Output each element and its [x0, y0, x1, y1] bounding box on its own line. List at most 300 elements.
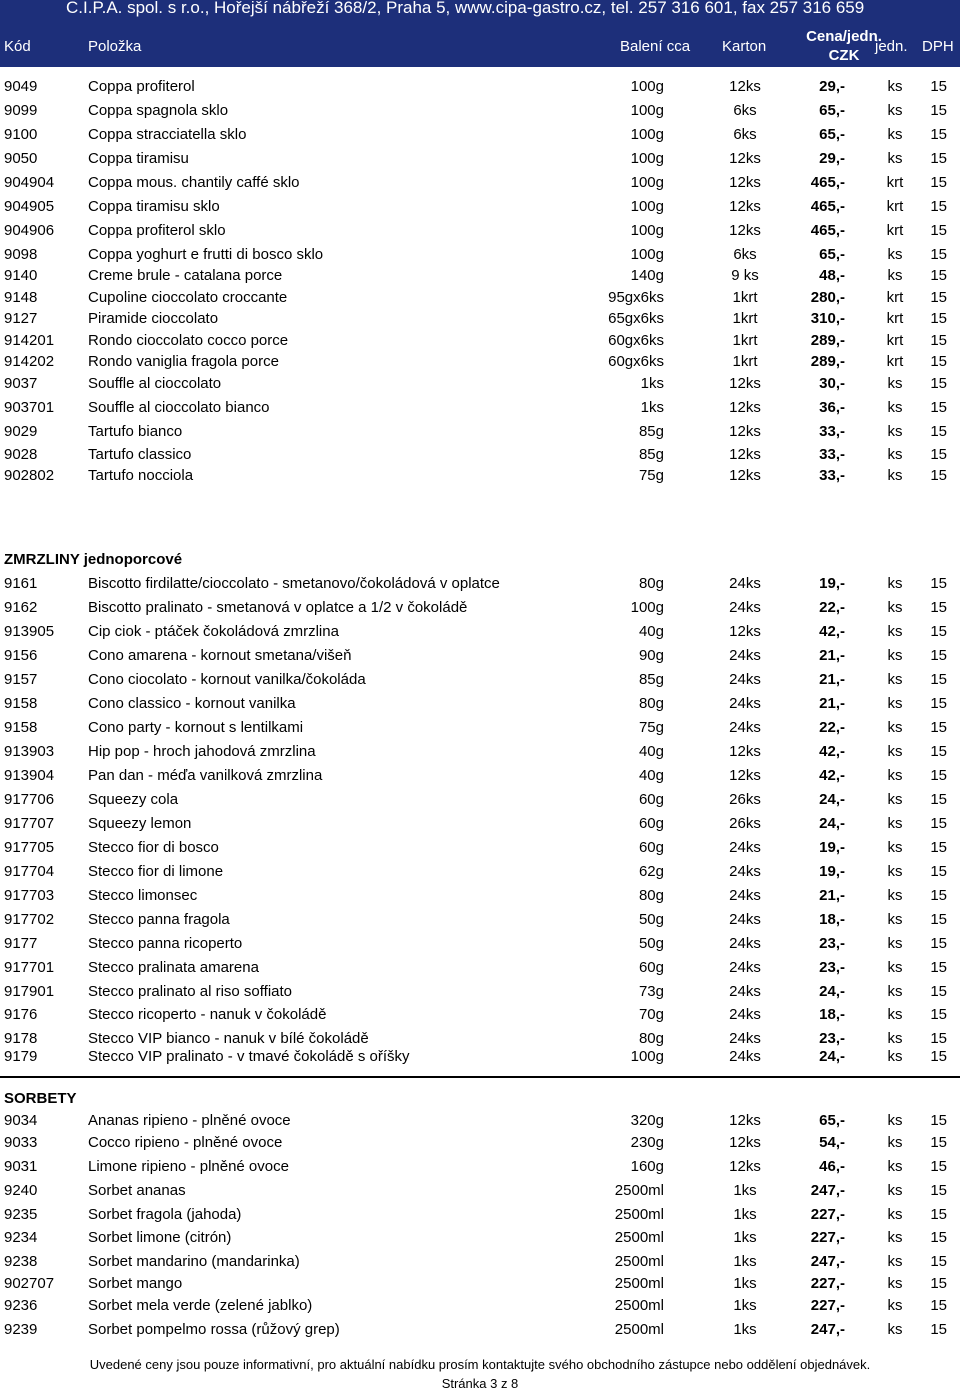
product-name: Rondo cioccolato cocco porce [88, 332, 289, 349]
product-pack: 230g [630, 1134, 664, 1151]
product-vat: 15 [930, 126, 947, 143]
product-unit: ks [887, 623, 903, 640]
table-row [0, 1275, 960, 1295]
table-row [0, 1297, 960, 1317]
product-unit: ks [887, 1006, 903, 1023]
product-name: Stecco VIP pralinato - v tmavé čokoládě s oříšky [88, 1048, 410, 1065]
table-row [0, 1048, 960, 1068]
product-vat: 15 [930, 1048, 947, 1065]
col-header-unit: jedn. [875, 38, 908, 55]
product-unit: ks [887, 446, 903, 463]
product-pack: 2500ml [614, 1182, 664, 1199]
product-price: 465,- [810, 198, 845, 215]
product-pack: 100g [630, 222, 664, 239]
product-unit: ks [887, 1134, 903, 1151]
product-code: 917703 [4, 887, 55, 904]
product-code: 913903 [4, 743, 55, 760]
product-code: 917705 [4, 839, 55, 856]
product-pack: 2500ml [614, 1297, 664, 1314]
product-price: 24,- [819, 791, 845, 808]
product-vat: 15 [930, 599, 947, 616]
product-unit: krt [886, 174, 904, 191]
product-unit: ks [887, 695, 903, 712]
product-carton: 24ks [729, 959, 761, 976]
product-unit: ks [887, 467, 903, 484]
product-pack: 2500ml [614, 1206, 664, 1223]
product-pack: 60gx6ks [608, 332, 664, 349]
product-vat: 15 [930, 863, 947, 880]
product-price: 227,- [810, 1229, 845, 1246]
col-header-carton: Karton [722, 38, 767, 55]
product-carton: 24ks [729, 647, 761, 664]
product-code: 902802 [4, 467, 55, 484]
product-code: 9236 [4, 1297, 38, 1314]
table-row [0, 695, 960, 715]
product-carton: 24ks [729, 1030, 761, 1047]
product-unit: ks [887, 399, 903, 416]
product-name: Stecco pralinato al riso soffiato [88, 983, 293, 1000]
product-code: 9162 [4, 599, 38, 616]
product-carton: 26ks [729, 791, 761, 808]
product-carton: 1ks [733, 1297, 757, 1314]
product-name: Souffle al cioccolato [88, 375, 222, 392]
product-price: 21,- [819, 671, 845, 688]
product-pack: 1ks [640, 399, 664, 416]
product-name: Cocco ripieno - plněné ovoce [88, 1134, 283, 1151]
product-unit: krt [886, 332, 904, 349]
product-carton: 12ks [729, 399, 761, 416]
product-vat: 15 [930, 353, 947, 370]
product-vat: 15 [930, 267, 947, 284]
product-name: Stecco pralinata amarena [88, 959, 259, 976]
product-carton: 24ks [729, 575, 761, 592]
product-vat: 15 [930, 102, 947, 119]
product-name: Stecco fior di limone [88, 863, 224, 880]
product-price: 24,- [819, 815, 845, 832]
product-price: 36,- [819, 399, 845, 416]
product-vat: 15 [930, 222, 947, 239]
product-carton: 12ks [729, 375, 761, 392]
product-vat: 15 [930, 310, 947, 327]
section-divider [0, 1076, 960, 1078]
table-row [0, 246, 960, 266]
product-pack: 60g [638, 815, 664, 832]
col-header-vat: DPH [922, 38, 954, 55]
product-pack: 40g [638, 623, 664, 640]
product-code: 904906 [4, 222, 55, 239]
product-pack: 75g [638, 467, 664, 484]
product-price: 42,- [819, 743, 845, 760]
product-code: 9178 [4, 1030, 38, 1047]
product-code: 9100 [4, 126, 38, 143]
product-price: 54,- [819, 1134, 845, 1151]
product-pack: 2500ml [614, 1321, 664, 1338]
product-price: 21,- [819, 647, 845, 664]
product-price: 33,- [819, 423, 845, 440]
product-carton: 12ks [729, 174, 761, 191]
product-name: Cupoline cioccolato croccante [88, 289, 288, 306]
product-pack: 100g [630, 1048, 664, 1065]
product-pack: 85g [638, 423, 664, 440]
product-vat: 15 [930, 887, 947, 904]
product-price: 21,- [819, 887, 845, 904]
product-unit: ks [887, 1206, 903, 1223]
product-pack: 100g [630, 102, 664, 119]
table-row [0, 959, 960, 979]
table-row [0, 767, 960, 787]
product-unit: ks [887, 375, 903, 392]
product-name: Sorbet fragola (jahoda) [88, 1206, 242, 1223]
product-price: 465,- [810, 174, 845, 191]
product-price: 18,- [819, 1006, 845, 1023]
product-code: 904904 [4, 174, 55, 191]
product-name: Coppa profiterol sklo [88, 222, 226, 239]
product-unit: ks [887, 743, 903, 760]
product-unit: ks [887, 839, 903, 856]
product-unit: ks [887, 1030, 903, 1047]
product-price: 46,- [819, 1158, 845, 1175]
product-price: 22,- [819, 719, 845, 736]
product-name: Coppa stracciatella sklo [88, 126, 247, 143]
col-header-pack: Balení cca [620, 38, 691, 55]
table-row [0, 887, 960, 907]
product-unit: ks [887, 935, 903, 952]
product-carton: 12ks [729, 222, 761, 239]
company-info: C.I.P.A. spol. s r.o., Hořejší nábřeží 368/2, Praha 5, www.cipa-gastro.cz, tel. 257 316 601, fax 257 316 659 [66, 0, 865, 17]
product-vat: 15 [930, 198, 947, 215]
product-unit: ks [887, 719, 903, 736]
table-row [0, 623, 960, 643]
product-unit: ks [887, 959, 903, 976]
product-price: 24,- [819, 1048, 845, 1065]
product-carton: 24ks [729, 983, 761, 1000]
product-price: 48,- [819, 267, 845, 284]
product-unit: ks [887, 126, 903, 143]
product-carton: 1krt [732, 310, 758, 327]
product-name: Stecco limonsec [88, 887, 198, 904]
product-vat: 15 [930, 78, 947, 95]
page-number: Stránka 3 z 8 [441, 1376, 519, 1390]
product-code: 9099 [4, 102, 38, 119]
table-row [0, 267, 960, 287]
product-unit: ks [887, 647, 903, 664]
product-pack: 160g [630, 1158, 664, 1175]
product-unit: ks [887, 575, 903, 592]
product-carton: 24ks [729, 839, 761, 856]
product-name: Coppa mous. chantily caffé sklo [88, 174, 300, 191]
table-row [0, 78, 960, 98]
product-code: 9034 [4, 1112, 38, 1129]
product-carton: 1ks [733, 1275, 757, 1292]
col-header-price-line1: Cena/jedn. [806, 28, 882, 45]
product-carton: 12ks [729, 743, 761, 760]
table-row [0, 1006, 960, 1026]
product-price: 247,- [810, 1253, 845, 1270]
product-code: 913904 [4, 767, 55, 784]
table-row [0, 353, 960, 373]
product-price: 29,- [819, 78, 845, 95]
product-unit: ks [887, 78, 903, 95]
product-name: Stecco fior di bosco [88, 839, 219, 856]
product-price: 289,- [810, 353, 845, 370]
product-code: 9033 [4, 1134, 38, 1151]
product-carton: 24ks [729, 695, 761, 712]
product-pack: 100g [630, 246, 664, 263]
product-carton: 24ks [729, 935, 761, 952]
product-name: Coppa spagnola sklo [88, 102, 229, 119]
product-pack: 2500ml [614, 1253, 664, 1270]
product-price: 65,- [819, 126, 845, 143]
table-row [0, 126, 960, 146]
product-vat: 15 [930, 911, 947, 928]
product-pack: 65gx6ks [608, 310, 664, 327]
product-name: Sorbet mango [88, 1275, 183, 1292]
col-header-item: Položka [88, 38, 142, 55]
product-name: Creme brule - catalana porce [88, 267, 283, 284]
product-code: 9037 [4, 375, 38, 392]
product-price: 280,- [810, 289, 845, 306]
product-code: 917704 [4, 863, 55, 880]
product-pack: 75g [638, 719, 664, 736]
product-name: Stecco VIP bianco - nanuk v bílé čokoládě [88, 1030, 369, 1047]
product-unit: ks [887, 150, 903, 167]
product-vat: 15 [930, 423, 947, 440]
product-vat: 15 [930, 289, 947, 306]
product-pack: 80g [638, 575, 664, 592]
table-row [0, 719, 960, 739]
product-vat: 15 [930, 1229, 947, 1246]
product-carton: 9 ks [731, 267, 759, 284]
col-header-code: Kód [4, 38, 31, 55]
product-name: Hip pop - hroch jahodová zmrzlina [88, 743, 316, 760]
product-vat: 15 [930, 446, 947, 463]
table-row [0, 935, 960, 955]
product-carton: 1krt [732, 353, 758, 370]
product-carton: 12ks [729, 423, 761, 440]
product-vat: 15 [930, 983, 947, 1000]
product-name: Pan dan - méďa vanilková zmrzlina [88, 767, 323, 784]
product-code: 9156 [4, 647, 38, 664]
product-unit: ks [887, 267, 903, 284]
product-pack: 90g [638, 647, 664, 664]
product-code: 9238 [4, 1253, 38, 1270]
product-carton: 24ks [729, 1006, 761, 1023]
product-pack: 50g [638, 935, 664, 952]
product-pack: 100g [630, 126, 664, 143]
product-price: 310,- [810, 310, 845, 327]
product-code: 914202 [4, 353, 55, 370]
product-code: 9140 [4, 267, 38, 284]
product-name: Tartufo classico [88, 446, 192, 463]
product-carton: 1krt [732, 289, 758, 306]
product-carton: 12ks [729, 446, 761, 463]
product-code: 917707 [4, 815, 55, 832]
product-unit: ks [887, 863, 903, 880]
table-header-bar [0, 0, 960, 67]
col-header-price [804, 27, 884, 65]
product-vat: 15 [930, 1275, 947, 1292]
product-pack: 100g [630, 599, 664, 616]
table-row [0, 863, 960, 883]
product-vat: 15 [930, 959, 947, 976]
product-price: 23,- [819, 959, 845, 976]
product-unit: krt [886, 198, 904, 215]
product-vat: 15 [930, 671, 947, 688]
table-row [0, 671, 960, 691]
table-row [0, 1112, 960, 1132]
product-price: 65,- [819, 102, 845, 119]
product-vat: 15 [930, 1112, 947, 1129]
product-code: 9161 [4, 575, 38, 592]
table-row [0, 791, 960, 811]
product-vat: 15 [930, 719, 947, 736]
product-code: 9235 [4, 1206, 38, 1223]
product-vat: 15 [930, 575, 947, 592]
product-pack: 100g [630, 150, 664, 167]
product-unit: ks [887, 599, 903, 616]
table-row [0, 599, 960, 619]
product-code: 913905 [4, 623, 55, 640]
product-vat: 15 [930, 150, 947, 167]
table-row [0, 423, 960, 443]
product-unit: ks [887, 791, 903, 808]
product-name: Tartufo nocciola [88, 467, 194, 484]
product-carton: 12ks [729, 467, 761, 484]
table-row [0, 102, 960, 122]
product-code: 9098 [4, 246, 38, 263]
product-carton: 12ks [729, 198, 761, 215]
table-row [0, 1253, 960, 1273]
product-unit: ks [887, 911, 903, 928]
product-name: Sorbet mela verde (zelené jablko) [88, 1297, 313, 1314]
product-vat: 15 [930, 1182, 947, 1199]
product-vat: 15 [930, 399, 947, 416]
product-unit: ks [887, 887, 903, 904]
product-pack: 40g [638, 743, 664, 760]
table-row [0, 198, 960, 218]
table-row [0, 289, 960, 309]
product-unit: ks [887, 671, 903, 688]
product-unit: krt [886, 289, 904, 306]
product-name: Cono amarena - kornout smetana/višeň [88, 647, 352, 664]
product-vat: 15 [930, 1030, 947, 1047]
section-title-sorbety: SORBETY [4, 1090, 77, 1107]
product-code: 917901 [4, 983, 55, 1000]
product-code: 9050 [4, 150, 38, 167]
product-price: 465,- [810, 222, 845, 239]
product-code: 9240 [4, 1182, 38, 1199]
product-pack: 80g [638, 887, 664, 904]
product-name: Coppa tiramisu sklo [88, 198, 220, 215]
product-carton: 24ks [729, 599, 761, 616]
product-unit: ks [887, 423, 903, 440]
product-unit: ks [887, 1297, 903, 1314]
product-pack: 50g [638, 911, 664, 928]
table-row [0, 1206, 960, 1226]
product-vat: 15 [930, 839, 947, 856]
product-name: Souffle al cioccolato bianco [88, 399, 270, 416]
product-vat: 15 [930, 743, 947, 760]
product-carton: 24ks [729, 719, 761, 736]
table-row [0, 310, 960, 330]
table-row [0, 467, 960, 487]
product-name: Coppa tiramisu [88, 150, 189, 167]
product-pack: 62g [638, 863, 664, 880]
product-code: 9239 [4, 1321, 38, 1338]
product-name: Squeezy lemon [88, 815, 192, 832]
product-code: 9176 [4, 1006, 38, 1023]
product-carton: 6ks [733, 126, 757, 143]
product-vat: 15 [930, 1297, 947, 1314]
product-vat: 15 [930, 647, 947, 664]
product-name: Tartufo bianco [88, 423, 183, 440]
product-pack: 100g [630, 78, 664, 95]
product-carton: 12ks [729, 1134, 761, 1151]
product-pack: 2500ml [614, 1229, 664, 1246]
product-name: Piramide cioccolato [88, 310, 219, 327]
product-pack: 60gx6ks [608, 353, 664, 370]
product-vat: 15 [930, 174, 947, 191]
product-price: 30,- [819, 375, 845, 392]
product-carton: 26ks [729, 815, 761, 832]
table-row [0, 1030, 960, 1050]
section-title-zmrzliny: ZMRZLINY jednoporcové [4, 551, 183, 568]
product-carton: 24ks [729, 887, 761, 904]
product-pack: 1ks [640, 375, 664, 392]
product-pack: 85g [638, 671, 664, 688]
product-vat: 15 [930, 1006, 947, 1023]
product-carton: 1ks [733, 1229, 757, 1246]
product-pack: 80g [638, 695, 664, 712]
product-pack: 73g [638, 983, 664, 1000]
product-carton: 1ks [733, 1182, 757, 1199]
product-vat: 15 [930, 791, 947, 808]
product-name: Cip ciok - ptáček čokoládová zmrzlina [88, 623, 339, 640]
product-vat: 15 [930, 695, 947, 712]
product-unit: ks [887, 1229, 903, 1246]
product-price: 42,- [819, 767, 845, 784]
product-price: 19,- [819, 839, 845, 856]
product-unit: ks [887, 1321, 903, 1338]
product-name: Stecco panna ricoperto [88, 935, 243, 952]
table-row [0, 399, 960, 419]
table-row [0, 983, 960, 1003]
product-vat: 15 [930, 1158, 947, 1175]
product-price: 19,- [819, 575, 845, 592]
product-code: 9234 [4, 1229, 38, 1246]
product-pack: 140g [630, 267, 664, 284]
table-row [0, 1321, 960, 1341]
product-price: 29,- [819, 150, 845, 167]
table-row [0, 839, 960, 859]
product-vat: 15 [930, 815, 947, 832]
product-vat: 15 [930, 1134, 947, 1151]
table-row [0, 1182, 960, 1202]
product-name: Sorbet mandarino (mandarinka) [88, 1253, 300, 1270]
product-pack: 100g [630, 174, 664, 191]
product-unit: ks [887, 1048, 903, 1065]
product-code: 9158 [4, 719, 38, 736]
table-row [0, 174, 960, 194]
product-pack: 100g [630, 198, 664, 215]
product-name: Sorbet ananas [88, 1182, 186, 1199]
product-price: 65,- [819, 1112, 845, 1129]
product-vat: 15 [930, 246, 947, 263]
product-vat: 15 [930, 467, 947, 484]
product-unit: ks [887, 1158, 903, 1175]
product-name: Cono party - kornout s lentilkami [88, 719, 304, 736]
product-name: Cono ciocolato - kornout vanilka/čokoláda [88, 671, 366, 688]
